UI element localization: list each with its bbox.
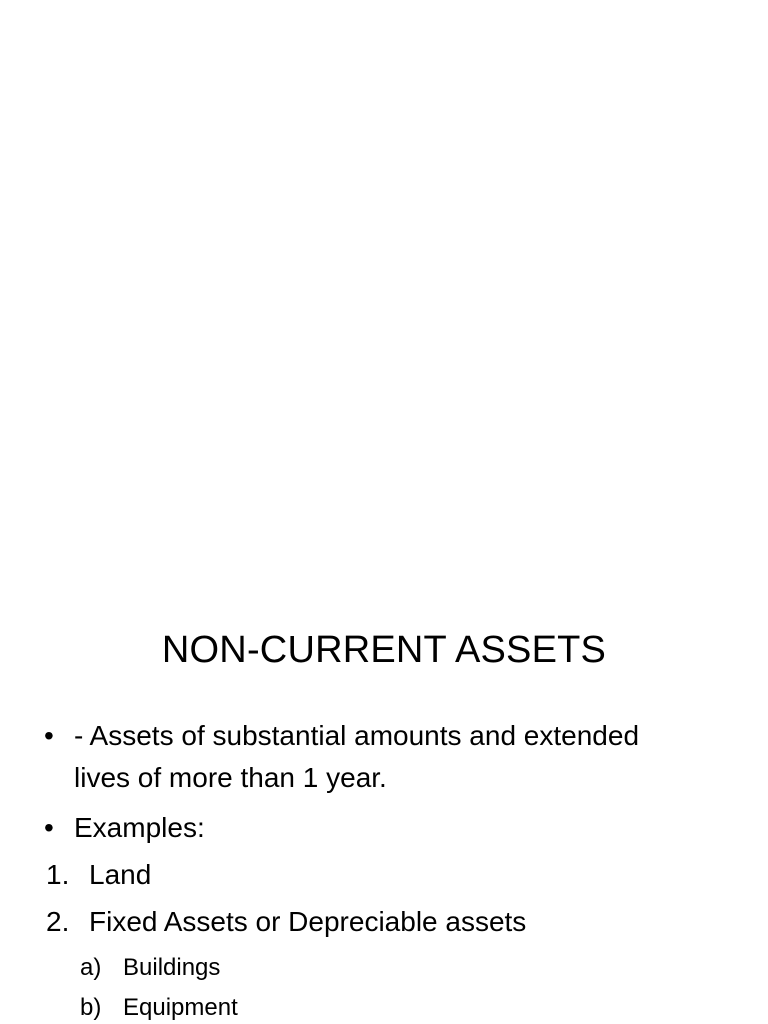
- bullet-text-line-1: - Assets of substantial amounts and extended: [74, 720, 640, 751]
- sub-item-marker: b): [80, 994, 102, 1021]
- bullet-marker: •: [44, 812, 54, 843]
- bullet-text: Examples:: [74, 812, 205, 843]
- number-marker: 2.: [46, 906, 70, 937]
- sub-item-text: Equipment: [123, 994, 238, 1021]
- bullet-text-line-2: lives of more than 1 year.: [74, 762, 387, 793]
- sub-item-text: Buildings: [123, 954, 221, 981]
- numbered-item-text: Land: [89, 859, 152, 890]
- bullet-marker: •: [44, 720, 54, 751]
- sub-item-marker: a): [80, 954, 102, 981]
- slide-title: NON-CURRENT ASSETS: [161, 629, 607, 671]
- number-marker: 1.: [46, 859, 70, 890]
- numbered-item-text: Fixed Assets or Depreciable assets: [89, 906, 527, 937]
